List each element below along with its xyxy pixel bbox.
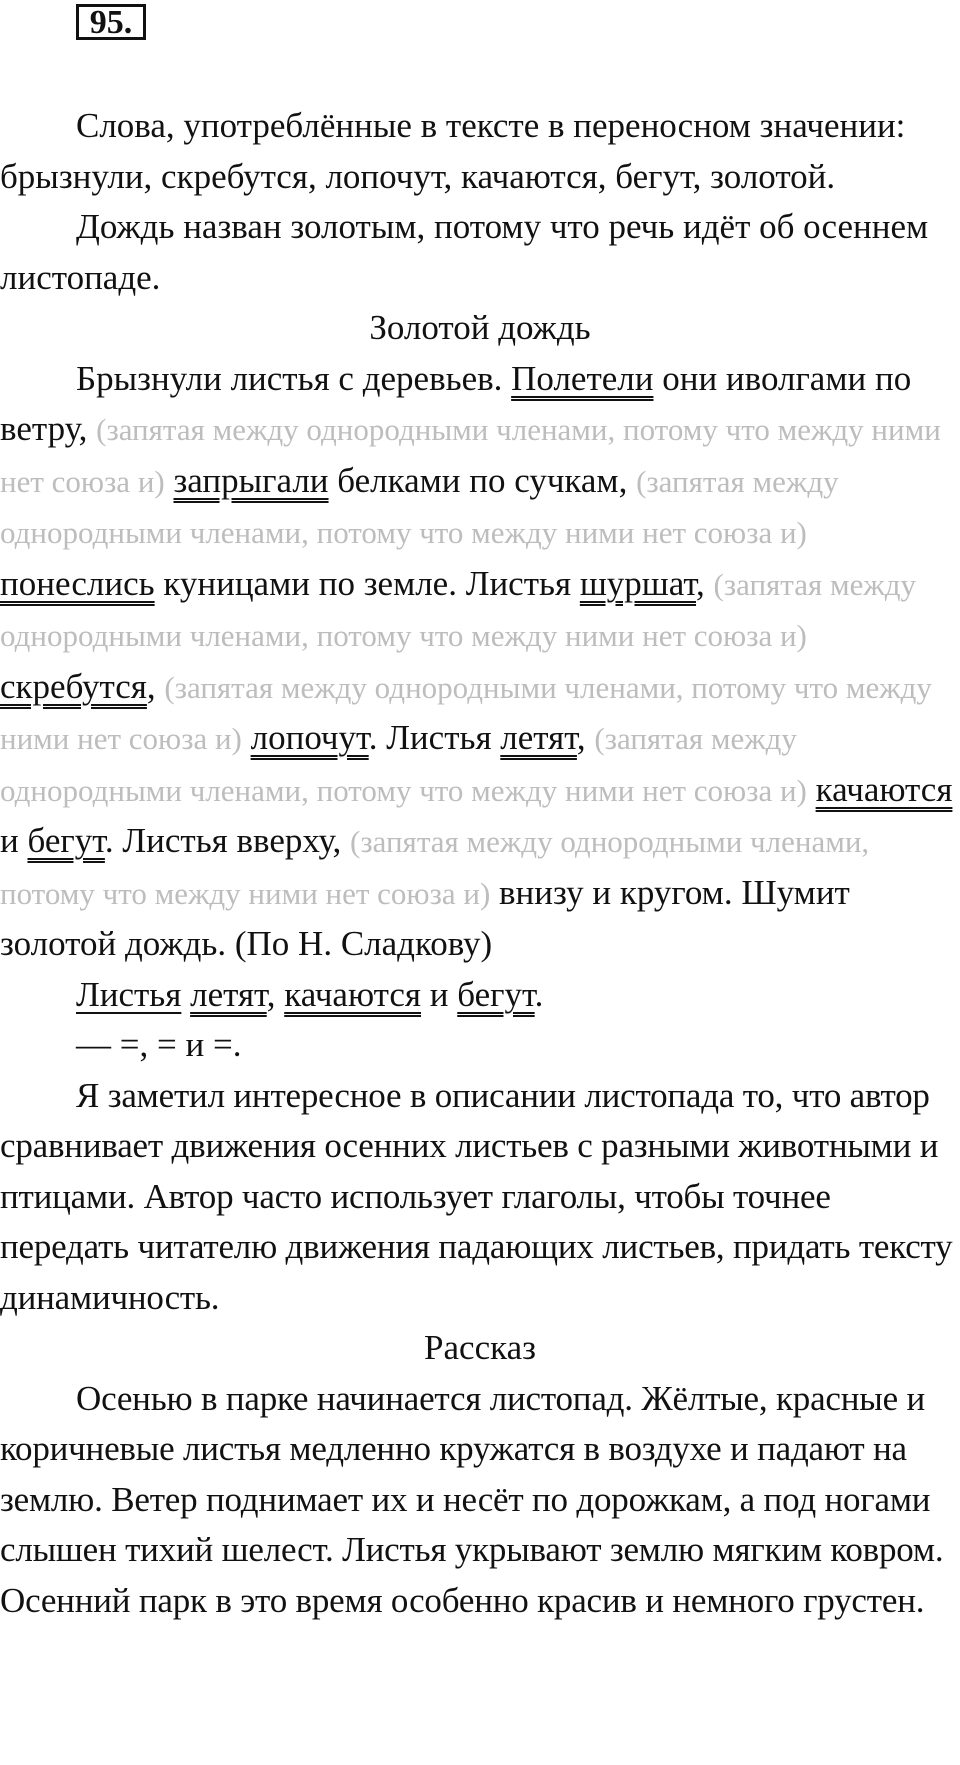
predicate-poleteli: Полетели [511,358,654,398]
predicate-poneslis: понеслись [0,563,155,603]
predicate-begut: бегут [27,821,105,860]
predicate-kachayutsya: качаются [284,974,422,1014]
comma-note: (запятая между однородными членами, потому что между ними нет союза и) [0,824,870,911]
paragraph-observation: Я заметил интересное в описании листопада то, что автор сравнивает движения осенних листьев с разными животными и птицами. Автор часто использует глаголы, чтобы точнее передать читателю движения падающих листьев, придать тексту динамичность. [0,1075,953,1317]
predicate-lopochut: лопочут [250,718,369,757]
predicate-zaprygali: запрыгали [173,460,329,500]
comma-note: (запятая между однородными членами, потому что между ними нет союза и) [0,566,917,653]
paragraph-story: Осенью в парке начинается листопад. Жёлтые, красные и коричневые листья медленно кружатся в воздухе и падают на землю. Ветер поднимает их и несёт по дорожкам, а под ногами слышен тихий шелест. Листья укрывают землю мягким ковром. Осенний парк в это время особенно красив и немного грустен. [0,1378,944,1620]
comma-note: (запятая между однородными членами, потому что между ними нет союза и) [0,412,941,499]
paragraph-golden-rain-text: Брызнули листья с деревьев. Полетели они иволгами по ветру, (запятая между однородными членами, потому что между ними нет союза и) запрыгали белками по сучкам, (запятая между однородными членами, потому что между ними нет союза и) понеслись куницами по земле. Листья шуршат, (запятая между однородными членами, потому что между ними нет союза и) скребутся, (запятая между однородными членами, потому что между ними нет союза и) лопочут. Листья летят, (запятая между однородными членами, потому что между ними нет союза и) качаются и бегут. Листья вверху, (запятая между однородными членами, потому что между ними нет союза и) внизу и кругом. Шумит золотой дождь. (По Н. Сладкову) [0,358,953,963]
paragraph-figurative-words: Слова, употреблённые в тексте в переносном значении: брызнули, скребутся, лопочут, качаются, бегут, золотой. [0,106,906,196]
exercise-text [0,101,960,1626]
subject-listya: Листья [76,974,182,1014]
sentence-scheme: — =, = и =. [76,1025,242,1064]
predicate-skrebutsya: скребутся [0,666,147,706]
paragraph-rain-explanation: Дождь назван золотым, потому что речь идёт об осеннем листопаде. [0,207,929,297]
comma-note: (запятая между однородными членами, потому что между ними нет союза и) [0,669,932,756]
exercise-number: 95. [76,4,146,40]
sentence-analysis: Листья летят, качаются и бегут. [76,974,544,1014]
predicate-begut: бегут [457,974,535,1014]
comma-note: (запятая между однородными членами, потому что между ними нет союза и) [0,463,839,550]
predicate-letyat: летят [500,718,577,757]
title-golden-rain: Золотой дождь [369,308,591,347]
predicate-letyat: летят [190,974,267,1014]
title-story: Рассказ [424,1328,536,1367]
comma-note: (запятая между однородными членами, потому что между ними нет союза и) [0,721,807,808]
predicate-kachayutsya: качаются [815,769,953,809]
predicate-shurshat: шуршат [579,563,697,603]
